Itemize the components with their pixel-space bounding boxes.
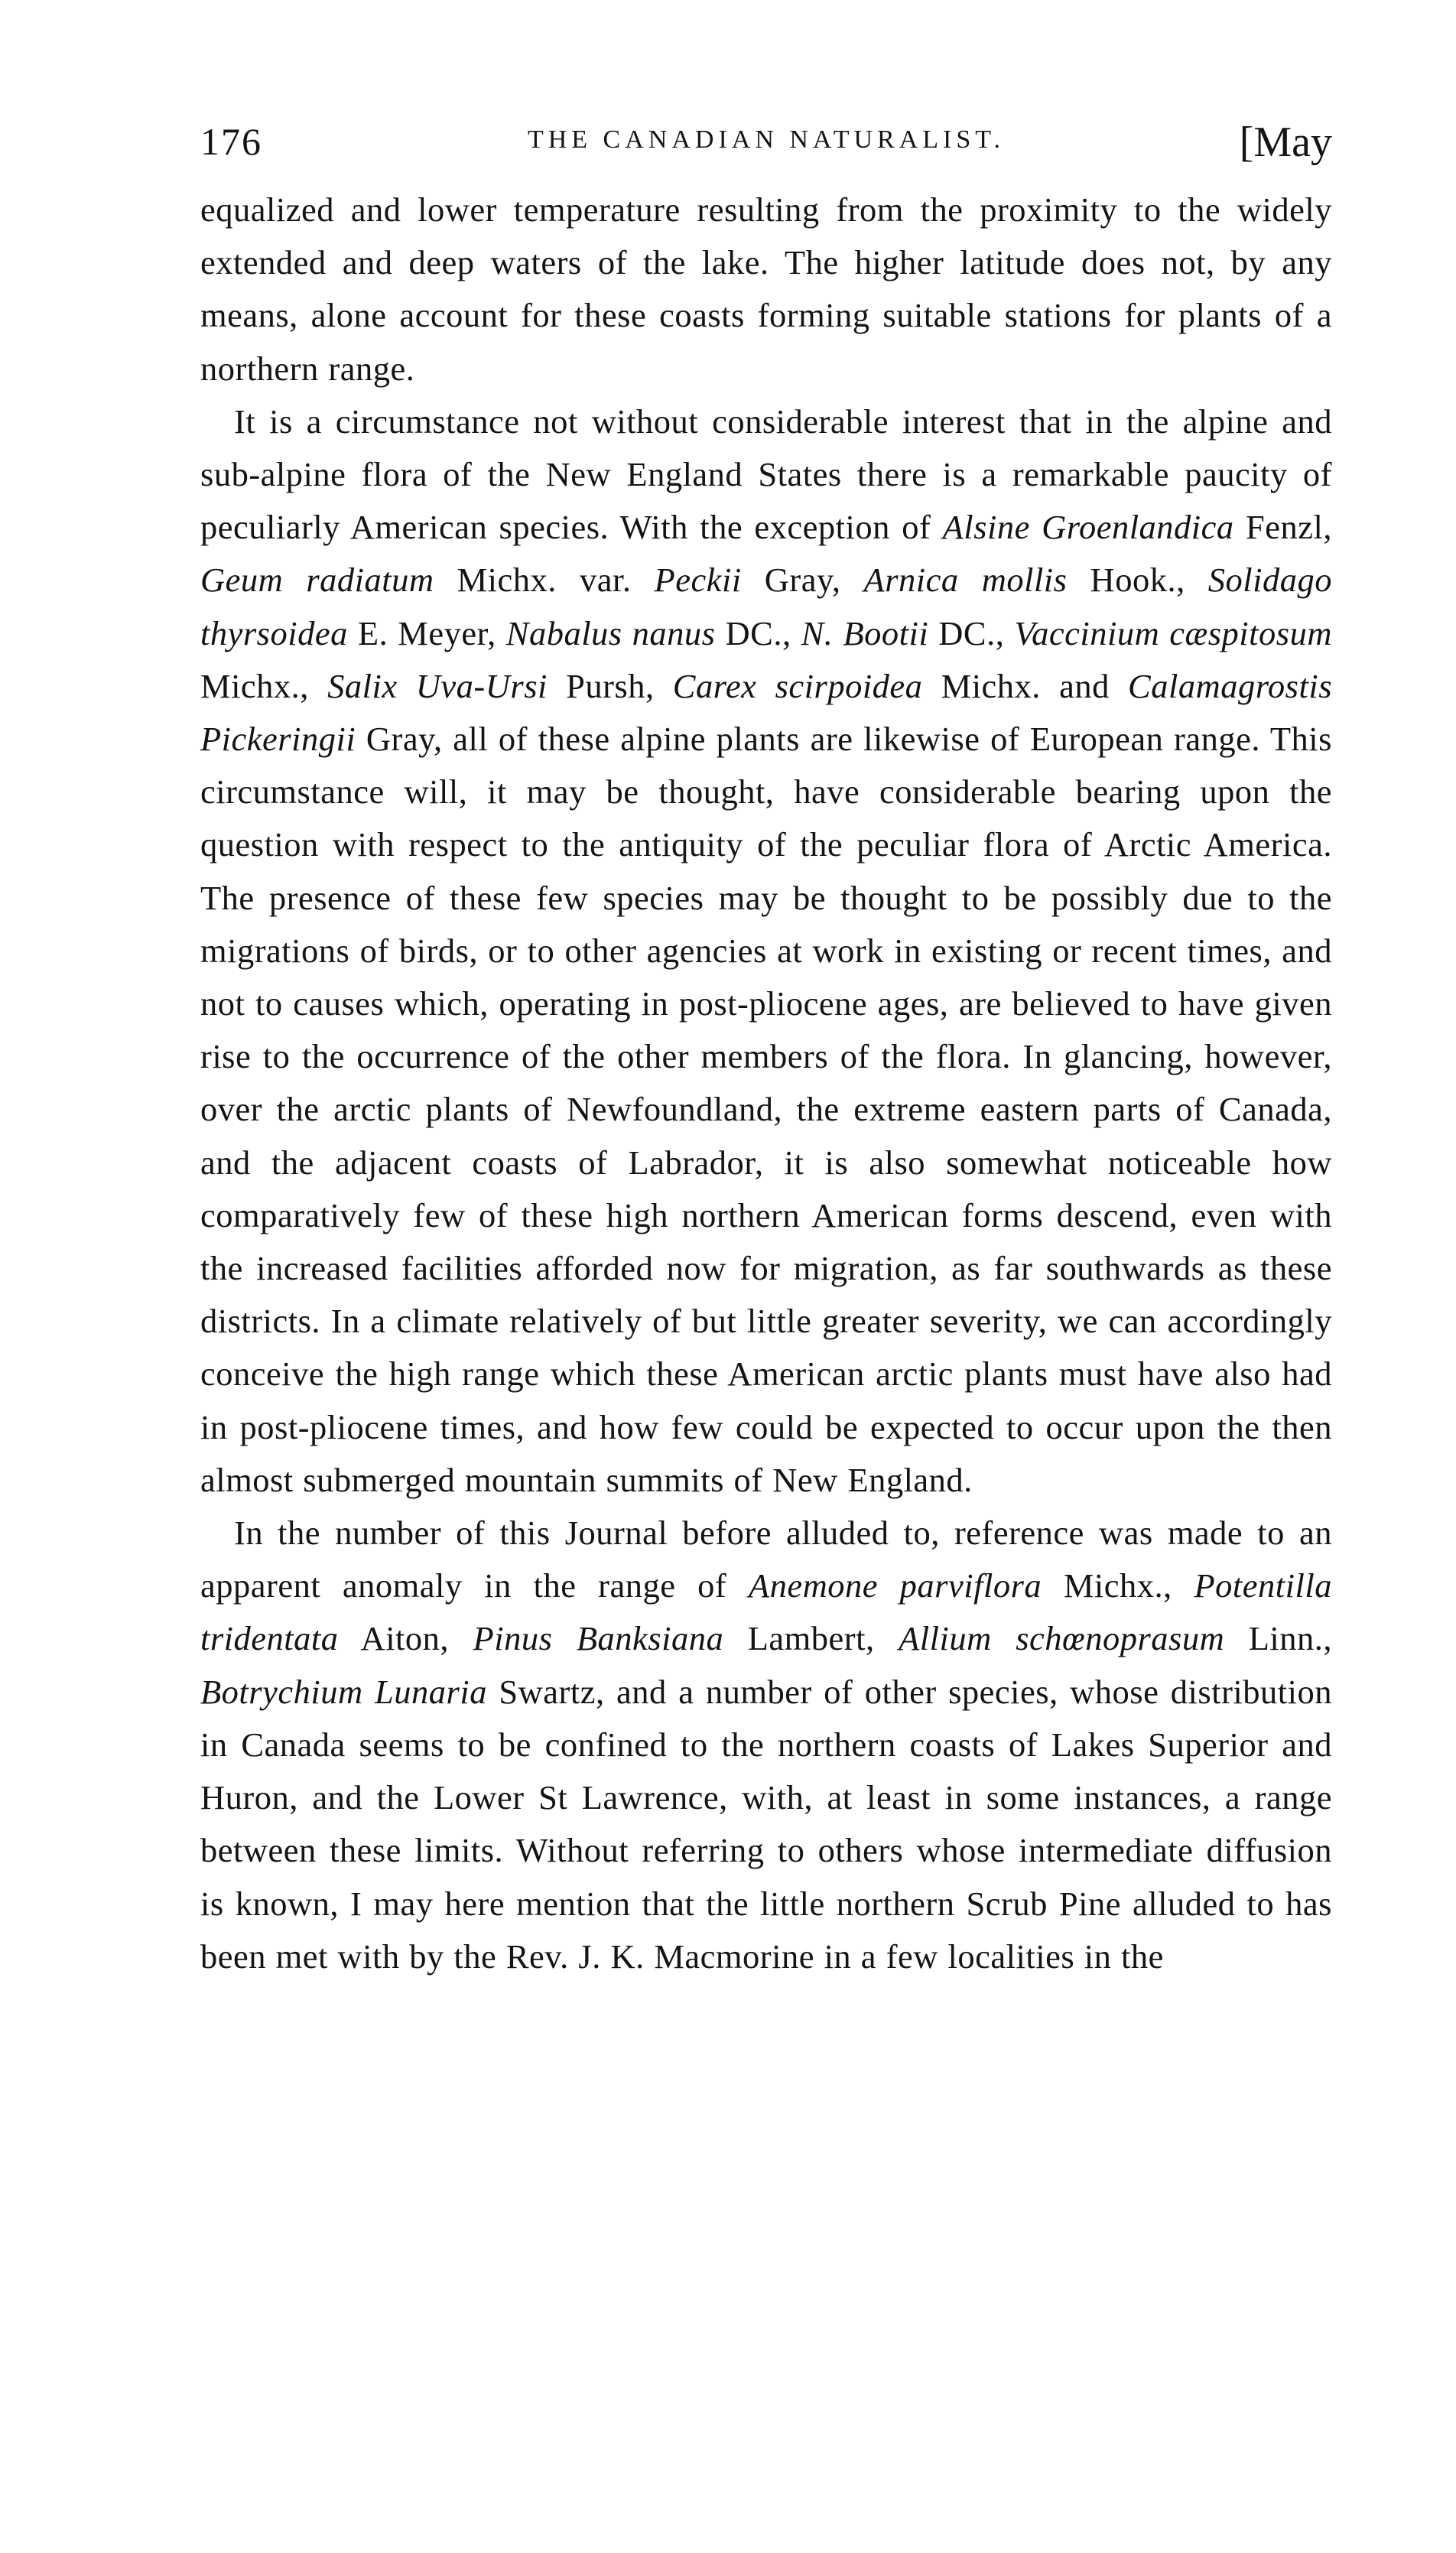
species-name: Calamagrostis Pickeringii [200, 666, 1333, 759]
text-run: Gray, [741, 561, 864, 600]
text-run: Michx., [200, 666, 328, 705]
running-title: THE CANADIAN NATURALIST. [527, 125, 1006, 154]
species-name: Solidago thyrsoidea [200, 561, 1332, 652]
text-run: Lambert, [723, 1619, 899, 1658]
text-run: Pursh, [547, 666, 673, 705]
text-run: DC., [928, 613, 1015, 652]
species-name: N. Bootii [801, 613, 929, 652]
header-month: [May [1239, 119, 1332, 166]
species-name: Botrychium Lunaria [200, 1672, 487, 1711]
species-name: Nabalus nanus [505, 613, 716, 652]
species-name: Vaccinium cæspitosum [1014, 613, 1332, 652]
text-run: Swartz, and a number of other species, whose distribution in Canada seems to be confined to the northern coasts of Lakes Superior and Huron, and the Lower St Lawrence, with, at least in some instances, a range between these limits. Without referring to others whose intermediate diffusion is known, I may here mention that the little northern Scrub Pine alluded to has been met with by the Rev. J. K. Macmorine in a few localities in the [200, 1672, 1333, 1976]
body-text [200, 184, 1332, 1983]
species-name: Geum radiatum [200, 561, 434, 600]
species-name: Peckii [654, 561, 742, 600]
text-run: Fenzl, [1233, 508, 1333, 547]
text-run: It is a circumstance not without considerable interest that in the alpine and sub-alpine flora of the New England States there is a remarkable paucity of peculiarly American species. With the exception of [200, 402, 1332, 547]
page-number: 176 [200, 120, 262, 163]
paragraph-1 [200, 184, 1332, 395]
species-name: Arnica mollis [863, 561, 1068, 600]
running-header [200, 115, 1332, 184]
book-page [200, 115, 1332, 1983]
text-run: equalized and lower temperature resulting from the proximity to the widely extended and deep waters of the lake. The higher latitude does not, by any means, alone account for these coasts forming suitable stations for plants of a northern range. [200, 190, 1332, 388]
text-run: Aiton, [338, 1619, 473, 1658]
species-name: Carex scirpoidea [672, 666, 923, 705]
paragraph-2 [200, 395, 1332, 1507]
species-name: Allium schœnoprasum [899, 1619, 1225, 1658]
species-name: Anemone parviflora [748, 1566, 1042, 1605]
text-run: Linn., [1224, 1619, 1333, 1658]
text-run: Michx. var. [434, 561, 655, 600]
text-run: Michx., [1042, 1566, 1194, 1605]
text-run: DC., [715, 613, 801, 652]
species-name: Potentilla tridentata [200, 1566, 1332, 1658]
text-run: In the number of this Journal before alluded to, reference was made to an apparent anomaly in the range of [200, 1514, 1332, 1605]
species-name: Salix Uva-Ursi [327, 666, 548, 705]
text-run: Hook., [1067, 561, 1208, 600]
text-run: Gray, all of these alpine plants are likewise of European range. This circumstance will, it may be thought, have considerable bearing upon the question with respect to the antiquity of the peculiar flora of Arctic America. The presence of these few species may be thought to be possibly due to the migrations of birds, or to other agencies at work in existing or recent times, and not to causes which, operating in post-pliocene ages, are believed to have given rise to the occurrence of the other members of the flora. In glancing, however, over the arctic plants of Newfoundland, the extreme eastern parts of Canada, and the adjacent coasts of Labrador, it is also somewhat noticeable how comparatively few of these high northern American forms descend, even with the increased facilities afforded now for migration, as far southwards as these districts. In a climate relatively of but little greater severity, we can accordingly conceive the high range which these American arctic plants must have also had in post-pliocene times, and how few could be expected to occur upon the then almost submerged mountain summits of New England. [200, 720, 1332, 1499]
text-run: E. Meyer, [347, 613, 506, 652]
species-name: Alsine Groenlandica [942, 508, 1234, 547]
species-name: Pinus Banksiana [473, 1619, 724, 1658]
paragraph-3 [200, 1507, 1332, 1983]
text-run: Michx. and [922, 666, 1129, 705]
